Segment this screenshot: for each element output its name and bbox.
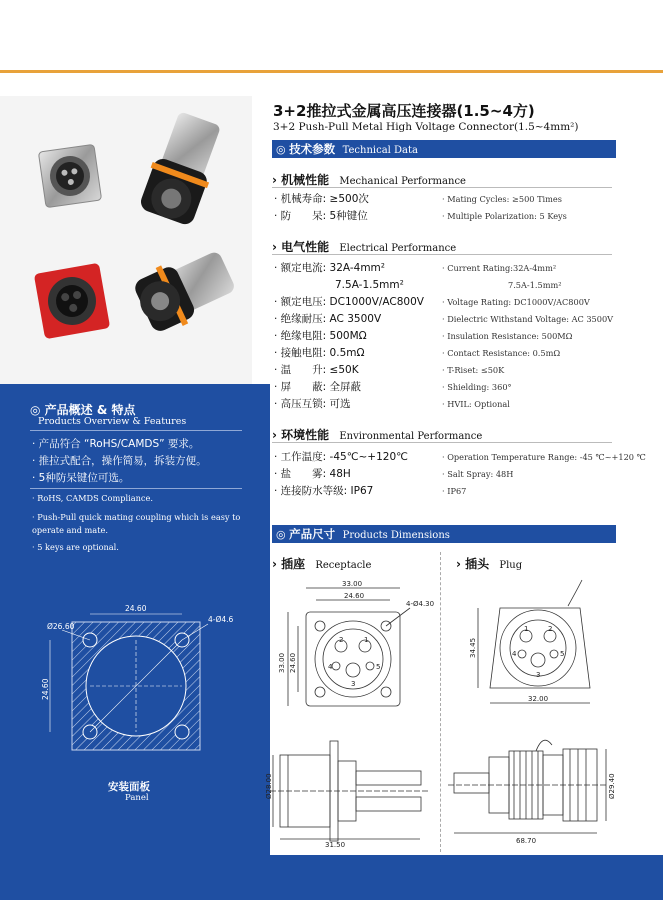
divider (272, 187, 612, 188)
elec-cn-2: · 额定电压: DC1000V/AC800V (274, 296, 424, 308)
plug-height: 34.45 (469, 637, 477, 658)
rec-side-dia: Ø28.00 (265, 773, 273, 799)
divider (30, 488, 242, 489)
plug-pin-4: 4 (512, 650, 517, 658)
plug-pin-5: 5 (560, 650, 565, 658)
plug-front-drawing (460, 578, 620, 713)
panel-dim-width: 24.60 (125, 604, 147, 613)
elec-cn-3: · 绝缘耐压: AC 3500V (274, 313, 382, 325)
arrow-icon: › (272, 240, 277, 254)
rec-side-len: 31.50 (325, 841, 346, 849)
top-margin (0, 0, 663, 72)
divider (272, 442, 612, 443)
panel-dim-dia: Ø26.60 (47, 622, 75, 631)
mechanical-heading-cn: 机械性能 (281, 173, 330, 187)
arrow-icon: › (456, 557, 461, 571)
overview-subtitle: Products Overview & Features (38, 416, 187, 427)
elec-en-4: · Insulation Resistance: 500MΩ (442, 331, 573, 341)
elec-cn-0: · 额定电流: 32A-4mm² (274, 262, 385, 274)
overview-cn-2: · 5种防呆键位可选。 (32, 472, 130, 484)
product-photo (0, 96, 252, 384)
receptacle-side-drawing (265, 735, 440, 850)
receptacle-label (272, 555, 371, 572)
divider (272, 254, 612, 255)
rec-h-outer: 33.00 (278, 652, 286, 673)
rec-pin-2: 2 (339, 636, 344, 644)
overview-en-1: · Push-Pull quick mating coupling which is easy to operate and mate. (32, 512, 241, 535)
plug-label-en: Plug (499, 560, 523, 571)
plug-width: 32.00 (528, 695, 549, 703)
overview-cn-0: · 产品符合 “RoHS/CAMDS” 要求。 (32, 438, 200, 450)
env-en-2: · IP67 (442, 486, 467, 496)
arrow-icon: › (272, 428, 277, 442)
panel-drawing (30, 600, 245, 775)
dimensions-heading-en: Products Dimensions (342, 530, 450, 541)
plug-pin-2: 2 (548, 625, 553, 633)
receptacle-label-cn: 插座 (281, 557, 306, 571)
bullet-icon: ◎ (276, 528, 286, 541)
rec-pin-4: 4 (328, 663, 333, 671)
rec-w-outer: 33.00 (342, 580, 363, 588)
mech-en-1: · Multiple Polarization: 5 Keys (442, 211, 567, 221)
overview-cn-1: · 推拉式配合，操作简易，拆装方便。 (32, 455, 207, 467)
elec-cn-4: · 绝缘电阻: 500MΩ (274, 330, 367, 342)
elec-en-5: · Contact Resistance: 0.5mΩ (442, 348, 561, 358)
rec-h-inner: 24.60 (289, 652, 297, 673)
panel-label-en: Panel (125, 793, 149, 803)
mech-cn-0: · 机械寿命: ≥500次 (274, 193, 369, 205)
elec-en-3: · Dielectric Withstand Voltage: AC 3500V (442, 314, 614, 324)
electrical-heading-cn: 电气性能 (281, 240, 330, 254)
rec-w-inner: 24.60 (344, 592, 365, 600)
dimensions-heading (272, 525, 616, 543)
arrow-icon: › (272, 173, 277, 187)
rec-pin-5: 5 (376, 663, 381, 671)
technical-data-heading (272, 140, 616, 158)
arrow-icon: › (272, 557, 277, 571)
elec-cn-6: · 温 升: ≤50K (274, 364, 359, 376)
environmental-heading-cn: 环境性能 (281, 428, 330, 442)
title-cn: 3+2推拉式金属高压连接器(1.5~4方) (273, 102, 535, 120)
panel-dim-holes: 4-Ø4.6 (208, 615, 234, 624)
overview-en-0: · RoHS, CAMDS Compliance. (32, 493, 153, 503)
env-cn-2: · 连接防水等级: IP67 (274, 485, 374, 497)
elec-en-8: · HVIL: Optional (442, 399, 510, 409)
overview-title-text: 产品概述 & 特点 (44, 403, 136, 417)
bullet-icon: ◎ (30, 403, 41, 417)
elec-en-0: · Current Rating:32A-4mm² (442, 263, 557, 273)
elec-en-2: · Voltage Rating: DC1000V/AC800V (442, 297, 590, 307)
rec-pin-1: 1 (364, 636, 369, 644)
overview-en-2: · 5 keys are optional. (32, 542, 119, 552)
rec-pin-3: 3 (351, 680, 356, 688)
elec-en-1: 7.5A-1.5mm² (508, 280, 562, 290)
elec-cn-5: · 接触电阻: 0.5mΩ (274, 347, 365, 359)
panel-dim-height: 24.60 (41, 678, 50, 700)
electrical-heading (272, 238, 456, 255)
receptacle-label-en: Receptacle (315, 560, 372, 571)
plug-side-len: 68.70 (516, 837, 537, 845)
environmental-heading (272, 426, 482, 443)
title-en: 3+2 Push-Pull Metal High Voltage Connector(1.5~4mm²) (273, 121, 579, 133)
divider (30, 430, 242, 431)
electrical-heading-en: Electrical Performance (339, 243, 457, 254)
technical-heading-cn: 技术参数 (289, 142, 336, 156)
plug-label-cn: 插头 (465, 557, 490, 571)
mechanical-heading-en: Mechanical Performance (339, 176, 466, 187)
divider-vertical (440, 552, 441, 852)
elec-en-6: · T-Riset: ≤50K (442, 365, 505, 375)
mechanical-heading (272, 171, 466, 188)
elec-cn-8: · 高压互锁: 可选 (274, 398, 351, 410)
env-cn-0: · 工作温度: -45℃~+120℃ (274, 451, 408, 463)
panel-label-cn: 安装面板 (108, 781, 150, 793)
environmental-heading-en: Environmental Performance (339, 431, 483, 442)
plug-pin-1: 1 (524, 625, 529, 633)
elec-en-7: · Shielding: 360° (442, 382, 512, 392)
plug-label (456, 555, 522, 572)
rec-holes: 4-Ø4.30 (406, 600, 435, 608)
plug-side-drawing (448, 735, 628, 850)
top-accent-line (0, 70, 663, 73)
technical-heading-en: Technical Data (342, 145, 418, 156)
mech-cn-1: · 防 呆: 5种键位 (274, 210, 368, 222)
bottom-band (252, 855, 663, 900)
plug-side-dia: Ø29.40 (608, 773, 616, 799)
receptacle-front-drawing (270, 578, 440, 713)
bullet-icon: ◎ (276, 143, 286, 156)
connector-photo-illustration (0, 96, 252, 384)
env-en-1: · Salt Spray: 48H (442, 469, 514, 479)
dimensions-heading-cn: 产品尺寸 (289, 527, 336, 541)
env-cn-1: · 盐 雾: 48H (274, 468, 351, 480)
elec-cn-7: · 屏 蔽: 全屏蔽 (274, 381, 362, 393)
elec-cn-1: 7.5A-1.5mm² (335, 279, 404, 291)
env-en-0: · Operation Temperature Range: -45 ℃~+120 ℃ (442, 452, 646, 462)
plug-pin-3: 3 (536, 671, 541, 679)
mech-en-0: · Mating Cycles: ≥500 Times (442, 194, 562, 204)
